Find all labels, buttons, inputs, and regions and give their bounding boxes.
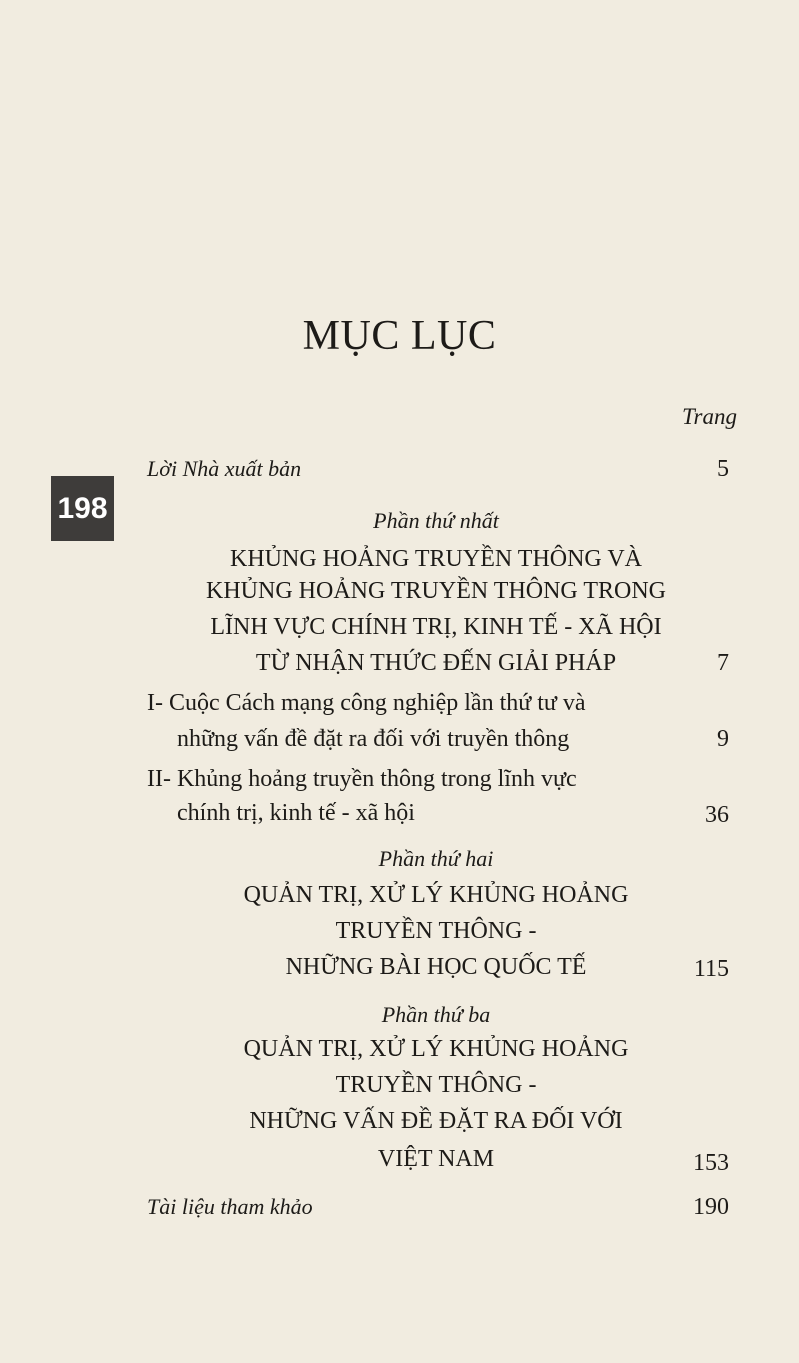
toc-page-part1-section-1: 9 [717, 726, 729, 752]
toc-page-preface: 5 [717, 456, 729, 482]
part1-title-line[interactable]: KHỦNG HOẢNG TRUYỀN THÔNG TRONG [206, 578, 666, 604]
part2-title-line[interactable]: QUẢN TRỊ, XỬ LÝ KHỦNG HOẢNG [243, 882, 629, 908]
toc-page-part1: 7 [717, 650, 729, 676]
part1-section-2-line[interactable]: II- Khủng hoảng truyền thông trong lĩnh vực [147, 766, 577, 792]
part2-title-line[interactable]: TRUYỀN THÔNG - [335, 918, 537, 944]
part1-section-1-line[interactable]: những vấn đề đặt ra đối với truyền thông [177, 726, 570, 752]
part3-title-line[interactable]: TRUYỀN THÔNG - [335, 1072, 537, 1098]
toc-page-part2: 115 [693, 956, 729, 982]
part1-title-line[interactable]: LĨNH VỰC CHÍNH TRỊ, KINH TẾ - XÃ HỘI [210, 614, 662, 640]
part1-title-line[interactable]: TỪ NHẬN THỨC ĐẾN GIẢI PHÁP [255, 650, 617, 676]
toc-page-part1-section-2: 36 [705, 802, 729, 828]
toc-entry-references[interactable]: Tài liệu tham khảo [147, 1194, 313, 1219]
page-number-tab: 198 [51, 476, 114, 541]
page-column-label: Trang [682, 404, 737, 429]
part1-label: Phần thứ nhất [373, 508, 499, 533]
part1-section-2-line[interactable]: chính trị, kinh tế - xã hội [177, 800, 415, 826]
part2-label: Phần thứ hai [378, 846, 494, 871]
part1-section-1-line[interactable]: I- Cuộc Cách mạng công nghiệp lần thứ tư và [147, 690, 586, 716]
part3-title-line[interactable]: NHỮNG VẤN ĐỀ ĐẶT RA ĐỐI VỚI [249, 1108, 623, 1134]
toc-entry-preface[interactable]: Lời Nhà xuất bản [147, 456, 302, 481]
toc-page-references: 190 [693, 1194, 729, 1220]
part3-title-line[interactable]: QUẢN TRỊ, XỬ LÝ KHỦNG HOẢNG [243, 1036, 629, 1062]
part1-title-line[interactable]: KHỦNG HOẢNG TRUYỀN THÔNG VÀ [230, 546, 642, 572]
part2-title-line[interactable]: NHỮNG BÀI HỌC QUỐC TẾ [285, 954, 587, 980]
part3-title-line[interactable]: VIỆT NAM [377, 1146, 495, 1172]
toc-title: MỤC LỤC [302, 313, 497, 359]
toc-page-part3: 153 [693, 1150, 729, 1176]
part3-label: Phần thứ ba [381, 1002, 491, 1027]
